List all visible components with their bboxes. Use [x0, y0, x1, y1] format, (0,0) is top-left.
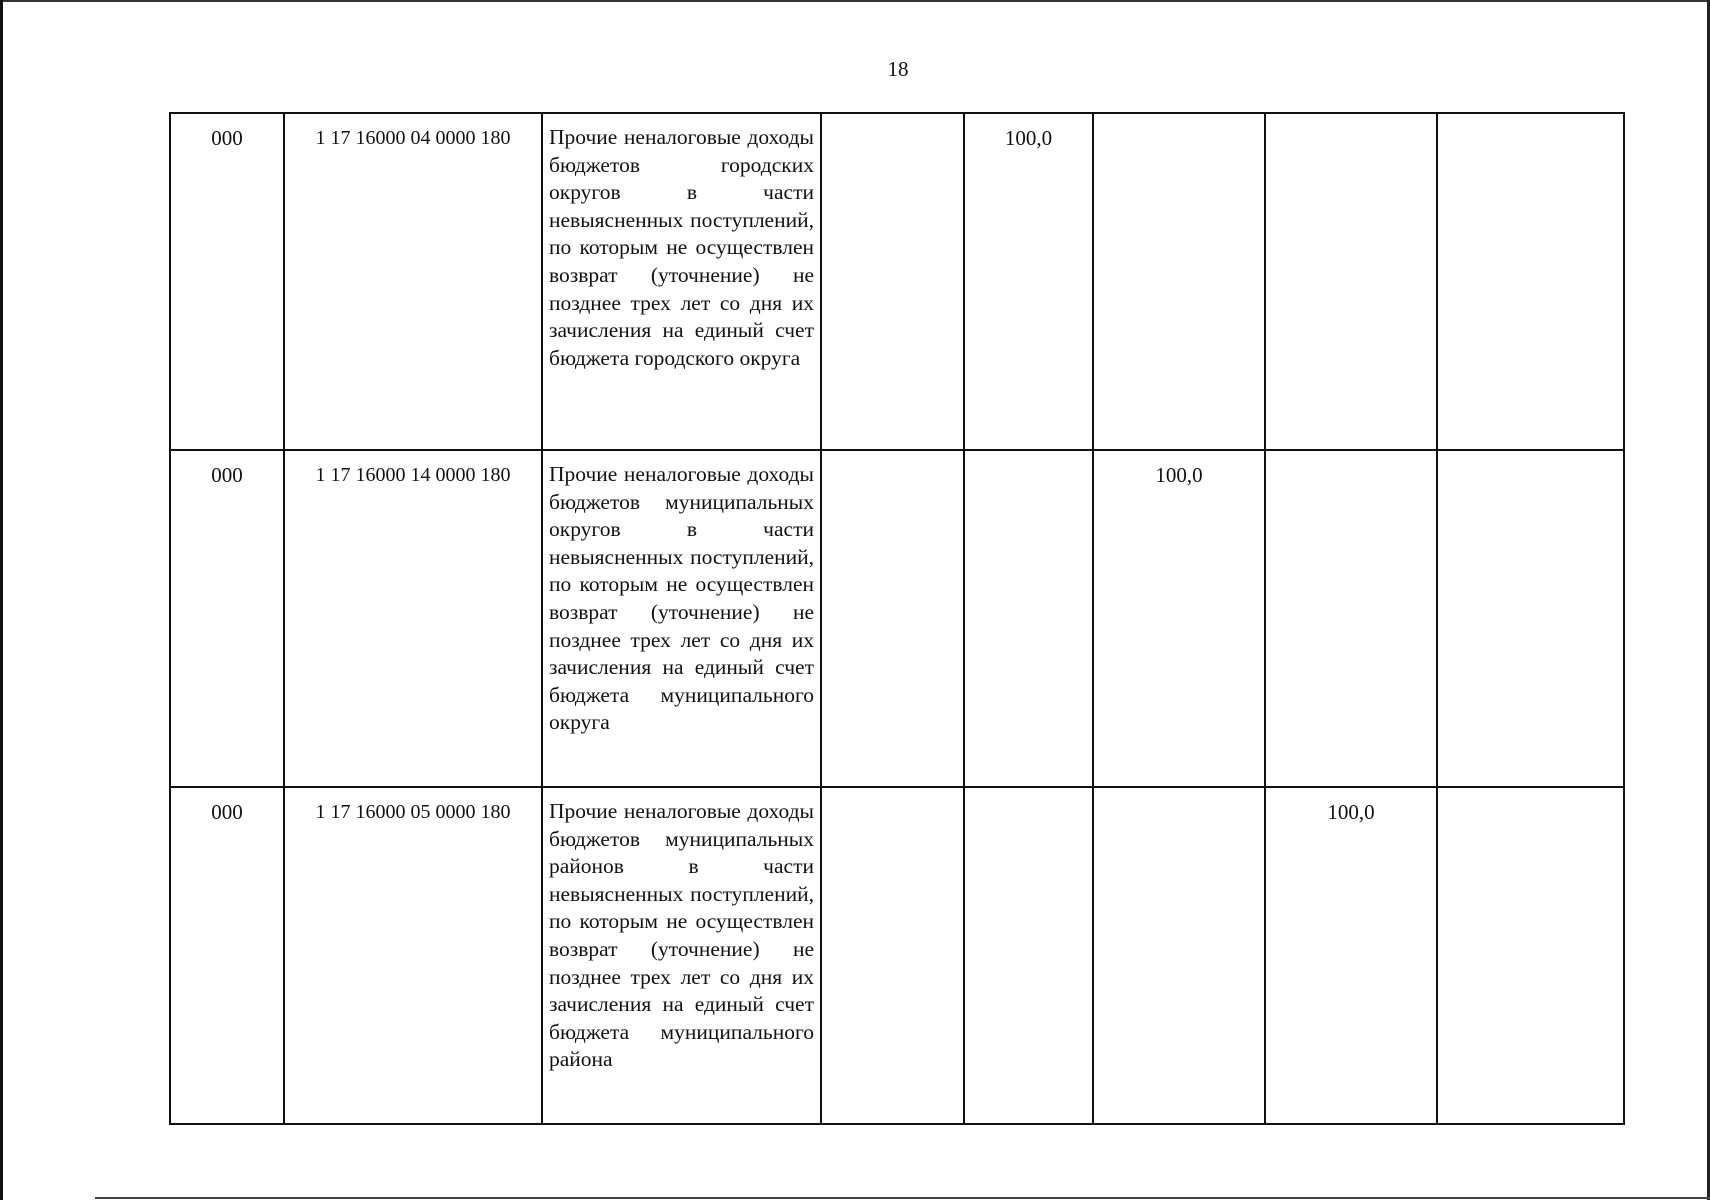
budget-code-cell: 1 17 16000 14 0000 180: [284, 450, 542, 787]
scan-top-edge: [0, 0, 1710, 2]
amount-cell: [964, 787, 1093, 1124]
amount-cell: 100,0: [1093, 450, 1265, 787]
amount-cell: [821, 113, 964, 450]
amount-cell: [1093, 113, 1265, 450]
amount-cell: [964, 450, 1093, 787]
amount-cell: [821, 450, 964, 787]
table-row: [170, 450, 1624, 787]
amount-cell: [1437, 450, 1624, 787]
scan-left-edge: [0, 0, 3, 1200]
budget-code-cell: 1 17 16000 04 0000 180: [284, 113, 542, 450]
amount-cell: 100,0: [964, 113, 1093, 450]
revenue-name-text: Прочие неналоговые доходы бюджетов городских округов в части невыясненных поступлений, по которым не осуществлен возврат (уточнение) не позднее трех лет со дня их зачисления на единый счет бюджета городского округа: [549, 125, 814, 370]
revenue-name-cell: [542, 787, 821, 1124]
scan-bottom-edge: [95, 1197, 1710, 1199]
amount-cell: 100,0: [1265, 787, 1437, 1124]
budget-code-cell: 1 17 16000 05 0000 180: [284, 787, 542, 1124]
admin-code-cell: 000: [170, 450, 284, 787]
amount-cell: [1437, 787, 1624, 1124]
revenue-name-text: Прочие неналоговые доходы бюджетов муниципальных районов в части невыясненных поступлений, по которым не осуществлен возврат (уточнение) не позднее трех лет со дня их зачисления на единый счет бюджета муниципального района: [549, 799, 814, 1072]
page-number: 18: [887, 57, 909, 81]
revenue-name-text: Прочие неналоговые доходы бюджетов муниципальных округов в части невыясненных поступлений, по которым не осуществлен возврат (уточнение) не позднее трех лет со дня их зачисления на единый счет бюджета муниципального округа: [549, 462, 814, 735]
amount-cell: [1265, 113, 1437, 450]
admin-code-cell: 000: [170, 113, 284, 450]
table-row: [170, 787, 1624, 1124]
admin-code-cell: 000: [170, 787, 284, 1124]
amount-cell: [1093, 787, 1265, 1124]
revenue-name-cell: [542, 113, 821, 450]
revenue-table: [169, 112, 1625, 1125]
revenue-name-cell: [542, 450, 821, 787]
amount-cell: [1437, 113, 1624, 450]
table-row: [170, 113, 1624, 450]
amount-cell: [1265, 450, 1437, 787]
amount-cell: [821, 787, 964, 1124]
